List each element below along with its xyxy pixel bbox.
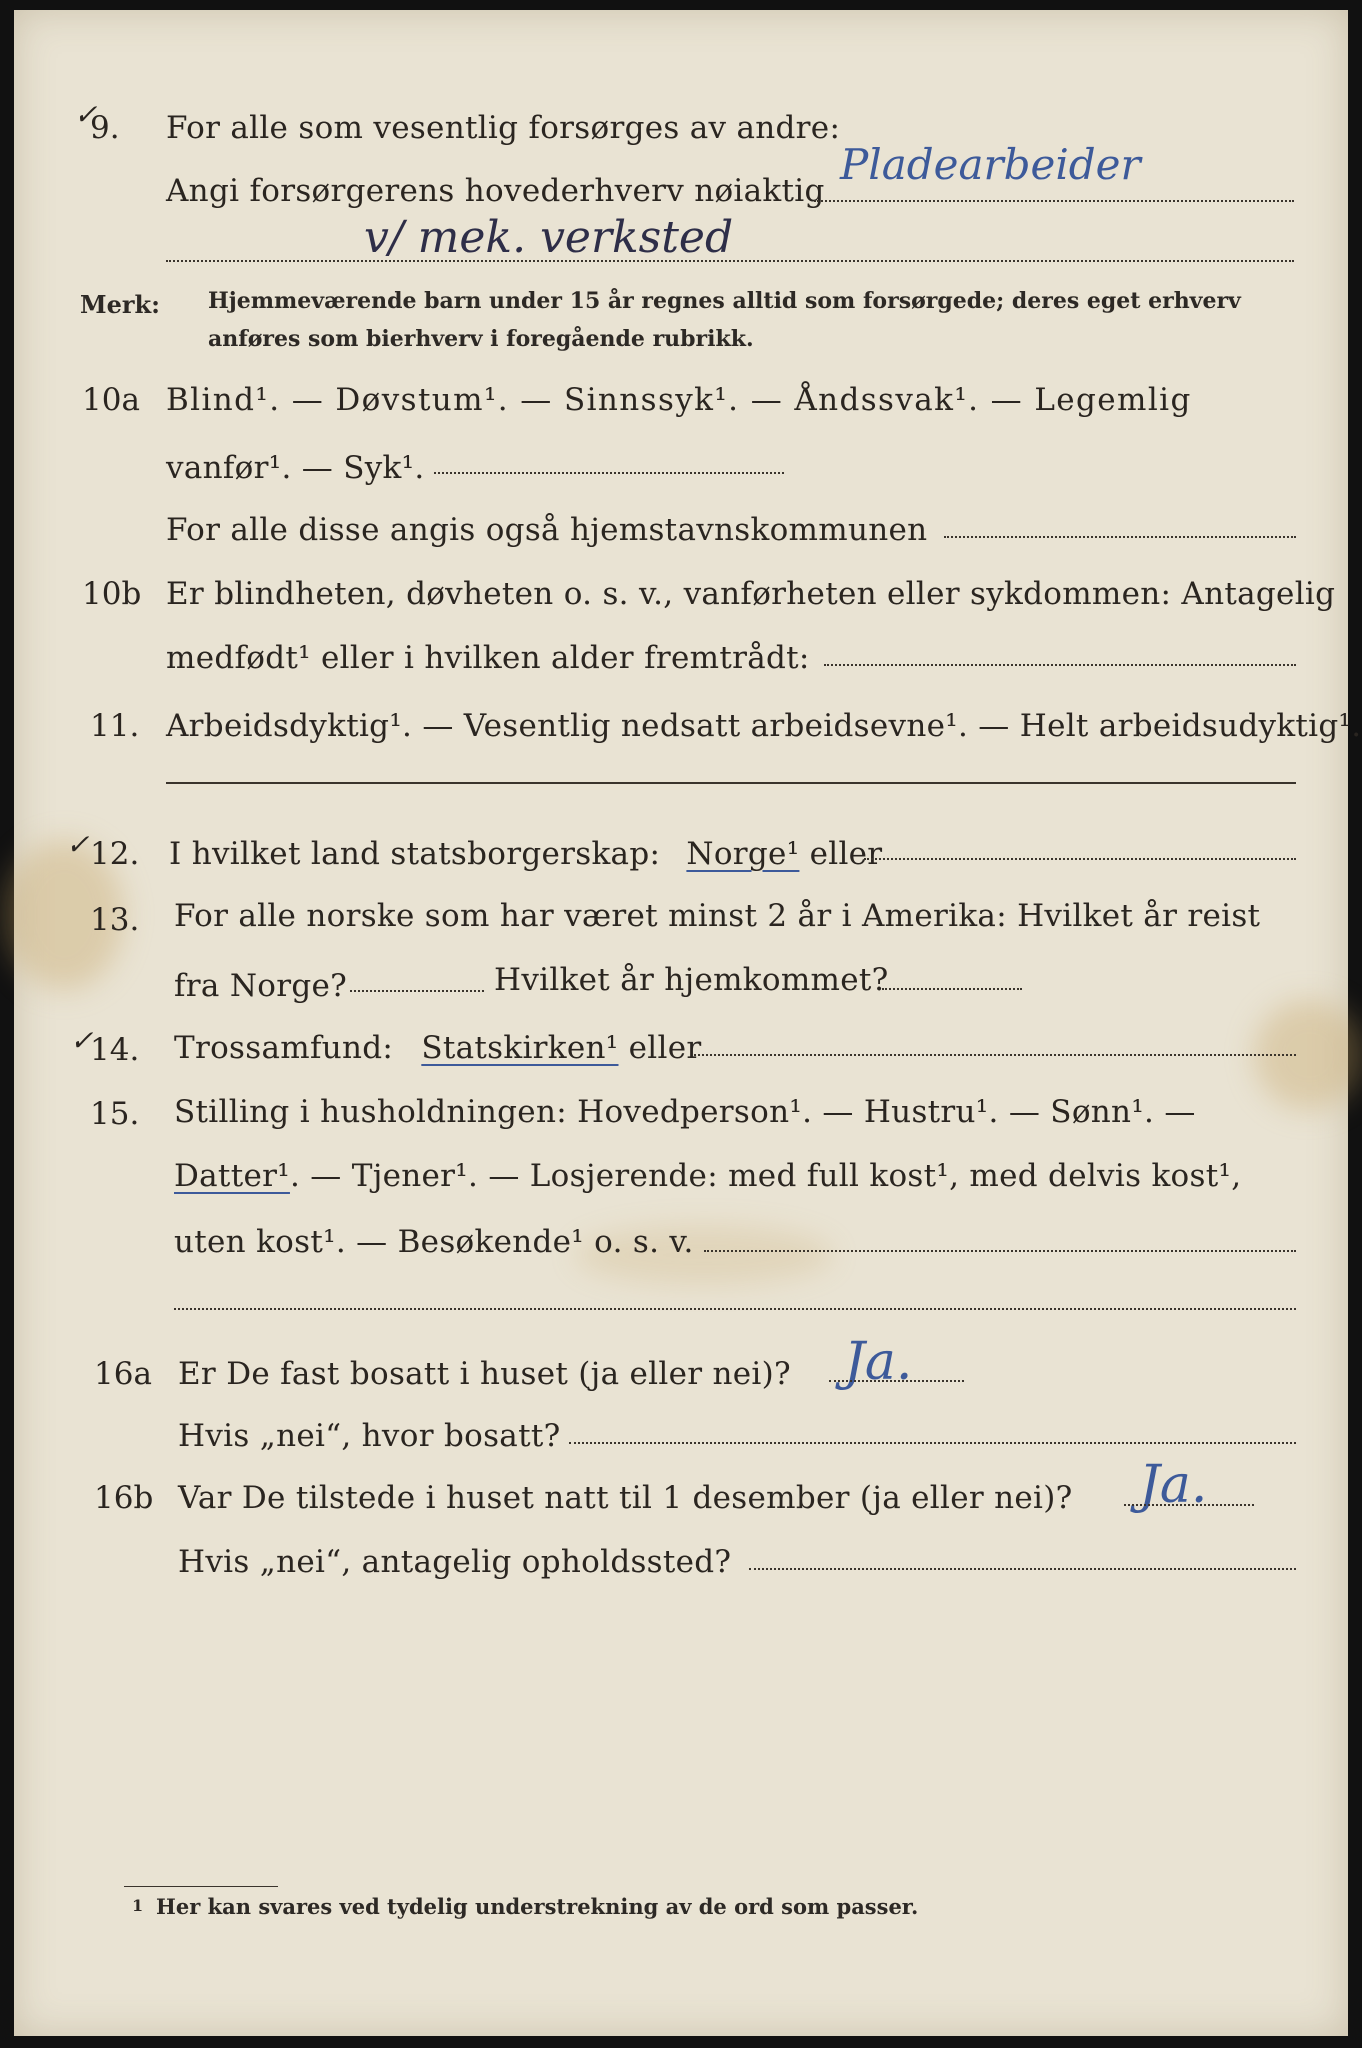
q16b-line2: Hvis „nei“, antagelig opholdssted? (178, 1544, 732, 1580)
q15-answer-line2 (174, 1308, 1296, 1310)
q9-line1: For alle som vesentlig forsørges av andre: (166, 110, 841, 146)
footnote-text: Her kan svares ved tydelig understrekning av de ord som passer. (156, 1894, 919, 1919)
q12-answer-line (864, 858, 1296, 860)
q15-line3: uten kost¹. — Besøkende¹ o. s. v. (174, 1224, 694, 1260)
q12-text-after: eller (809, 836, 883, 872)
question-number-10b: 10b (82, 576, 142, 612)
q15-answer-line (704, 1250, 1296, 1252)
q13-line2b: Hvilket år hjemkommet? (494, 962, 889, 998)
merk-line1: Hjemmeværende barn under 15 år regnes alltid som forsørgede; deres eget erhverv (208, 288, 1241, 314)
merk-label: Merk: (80, 290, 160, 319)
q16b-handwritten-answer[interactable]: Ja. (1139, 1455, 1208, 1515)
census-form-page (14, 10, 1362, 2036)
q9-handwritten-answer2[interactable]: v/ mek. verksted (364, 212, 734, 263)
question-number-10a: 10a (82, 382, 140, 418)
q9-answer-line (814, 200, 1294, 202)
q11-line1: Arbeidsdyktig¹. — Vesentlig nedsatt arbeidsevne¹. — Helt arbeidsudyktig¹. (166, 708, 1362, 744)
question-number-12: 12. (90, 836, 140, 872)
question-number-16b: 16b (94, 1480, 154, 1516)
q15-line2 (174, 1158, 1241, 1194)
q9-line2: Angi forsørgerens hovederhverv nøiaktig (166, 173, 825, 209)
q16b-line1: Var De tilstede i huset natt til 1 desember (ja eller nei)? (178, 1480, 1073, 1516)
q15-option-datter[interactable]: Datter¹ (174, 1158, 290, 1194)
footnote-divider (124, 1886, 278, 1887)
question-number-14: 14. (90, 1032, 140, 1068)
q16a-answer-line (829, 1380, 964, 1382)
q10a-hometown-line (944, 536, 1296, 538)
q13-year-returned-line (882, 988, 1022, 990)
q16a-residence-line (569, 1442, 1296, 1444)
q10b-line2: medfødt¹ eller i hvilken alder fremtrådt: (166, 640, 810, 676)
q10b-answer-line (824, 664, 1296, 666)
q12-option-norge[interactable]: Norge¹ (686, 836, 800, 872)
check-mark-icon: ✓ (74, 98, 98, 131)
q14-option-statskirken[interactable]: Statskirken¹ (421, 1030, 619, 1066)
q10a-line2: vanfør¹. — Syk¹. (166, 450, 425, 486)
q14-text: Trossamfund: (174, 1030, 394, 1066)
q10a-line3: For alle disse angis også hjemstavnskommunen (166, 512, 928, 548)
merk-line2: anføres som bierhverv i foregående rubrikk. (208, 326, 754, 352)
check-mark-icon: ✓ (66, 828, 90, 861)
q9-handwritten-answer1[interactable]: Pladearbeider (840, 140, 1141, 189)
q11-answer-line (166, 782, 1296, 784)
q10a-answer-line (434, 472, 784, 474)
q16a-line1: Er De fast bosatt i huset (ja eller nei)? (178, 1356, 791, 1392)
check-mark-icon: ✓ (70, 1024, 94, 1057)
q14-question (174, 1030, 702, 1066)
footnote-marker: 1 (132, 1896, 144, 1915)
q12-text: I hvilket land statsborgerskap: (169, 836, 661, 872)
q14-text-after: eller (628, 1030, 702, 1066)
question-number-13: 13. (90, 902, 140, 938)
question-number-15: 15. (90, 1096, 140, 1132)
q16b-location-line (749, 1568, 1296, 1570)
question-number-11: 11. (90, 708, 140, 744)
q15-line1: Stilling i husholdningen: Hovedperson¹. — Hustru¹. — Sønn¹. — (174, 1094, 1196, 1130)
q16a-line2: Hvis „nei“, hvor bosatt? (178, 1418, 561, 1454)
q10b-line1: Er blindheten, døvheten o. s. v., vanførheten eller sykdommen: Antagelig (166, 576, 1336, 612)
q13-line1: For alle norske som har været minst 2 år i Amerika: Hvilket år reist (174, 898, 1261, 934)
q13-line2a: fra Norge? (174, 968, 348, 1004)
q14-answer-line (694, 1054, 1296, 1056)
q15-line2-rest: . — Tjener¹. — Losjerende: med full kost¹, med delvis kost¹, (289, 1158, 1242, 1194)
q10a-line1: Blind¹. — Døvstum¹. — Sinnssyk¹. — Åndssvak¹. — Legemlig (166, 382, 1192, 418)
q12-question (169, 836, 882, 872)
q16b-answer-line (1124, 1504, 1254, 1506)
q16a-handwritten-answer[interactable]: Ja. (844, 1332, 913, 1392)
question-number-9: 9. (90, 110, 120, 146)
q13-year-left-line (350, 990, 484, 992)
question-number-16a: 16a (94, 1356, 152, 1392)
